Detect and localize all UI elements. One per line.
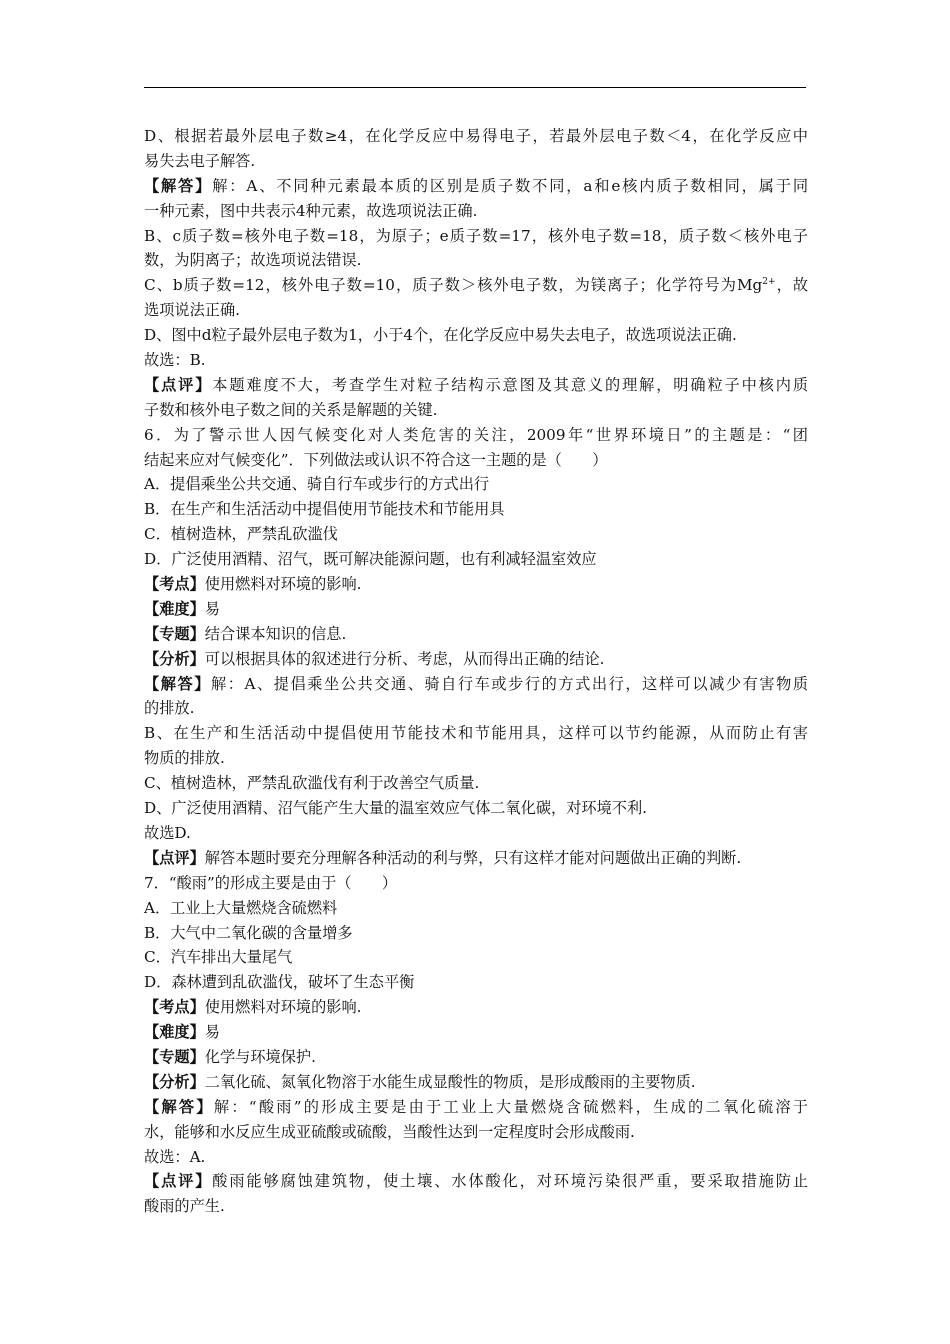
q7-stem: 7．“酸雨”的形成主要是由于（ ） — [144, 873, 398, 892]
q6-jieda-text: 解：A、提倡乘坐公共交通、骑自行车或步行的方式出行，这样可以减少有害物质 — [210, 674, 809, 693]
answer-b-line1: B、c质子数=核外电子数=18，为原子；e质子数=17，核外电子数=18，质子数＜核外电子 — [144, 226, 808, 245]
q7-fenxi-text: 二氧化硫、氮氧化物溶于水能生成显酸性的物质，是形成酸雨的主要物质. — [204, 1072, 696, 1091]
header-rule — [144, 87, 806, 88]
q7-choice: 故选：A. — [144, 1147, 206, 1166]
q6-kaodian — [144, 572, 808, 597]
answer-text: 解：A、不同种元素最本质的区别是质子数不同，a和e核内质子数相同，属于同 — [212, 176, 809, 195]
q7-option-a: A．工业上大量燃烧含硫燃料 — [144, 898, 338, 917]
answer-b-line2: 数，为阴离子；故选项说法错误. — [144, 251, 362, 270]
q7-jieda-text: 解：“酸雨”的形成主要是由于工业上大量燃烧含硫燃料，生成的二氧化硫溶于 — [213, 1097, 808, 1116]
q7-dianping-text: 酸雨能够腐蚀建筑物，使土壤、水体酸化，对环境污染很严重，要采取措施防止 — [212, 1172, 809, 1191]
document-body — [144, 124, 808, 1219]
q6-option-d: D．广泛使用酒精、沼气，既可解决能源问题，也有利减轻温室效应 — [144, 550, 597, 569]
q7-nandu-tag: 【难度】 — [144, 1023, 205, 1042]
comment-line1 — [144, 373, 808, 398]
q6-nandu-tag: 【难度】 — [144, 599, 205, 618]
q6-jieda-line2: 的排放. — [144, 699, 195, 718]
q7-fenxi-tag: 【分析】 — [144, 1072, 205, 1091]
q6-fenxi-text: 可以根据具体的叙述进行分析、考虑，从而得出正确的结论. — [204, 649, 605, 668]
q6-kaodian-text: 使用燃料对环境的影响. — [204, 575, 362, 594]
q6-dianping-tag: 【点评】 — [144, 848, 205, 867]
q6-fenxi — [144, 647, 808, 672]
q6-zhuanti-tag: 【专题】 — [144, 624, 205, 643]
q7-option-b: B．大气中二氧化碳的含量增多 — [144, 923, 353, 942]
q6-dianping — [144, 846, 808, 871]
q6-option-a: A．提倡乘坐公共交通、骑自行车或步行的方式出行 — [144, 475, 490, 494]
q7-nandu — [144, 1020, 808, 1045]
answer-choice: 故选：B. — [144, 351, 206, 370]
q7-zhuanti-text: 化学与环境保护. — [204, 1047, 316, 1066]
answer-tag: 【解答】 — [144, 176, 213, 195]
comment-text: 本题难度不大，考查学生对粒子结构示意图及其意义的理解，明确粒子中核内质 — [212, 375, 809, 394]
q7-jieda-line1 — [144, 1095, 808, 1120]
q6-stem-line1: 6．为了警示世人因气候变化对人类危害的关注，2009年“世界环境日”的主题是：“团 — [144, 425, 808, 444]
answer-c-text: C、b质子数=12，核外电子数=10，质子数＞核外电子数，为镁离子；化学符号为Mg — [144, 276, 763, 295]
q7-zhuanti — [144, 1045, 808, 1070]
q7-kaodian-text: 使用燃料对环境的影响. — [204, 998, 362, 1017]
q6-choice: 故选D. — [144, 823, 191, 842]
q6-jieda-line1 — [144, 672, 808, 697]
q7-dianping-line2: 酸雨的产生. — [144, 1197, 225, 1216]
q7-dianping-tag: 【点评】 — [144, 1172, 213, 1191]
answer-line1 — [144, 174, 808, 199]
q6-jieda-b-line2: 物质的排放. — [144, 749, 225, 768]
q6-stem-line2: 结起来应对气候变化”．下列做法或认识不符合这一主题的是（ ） — [144, 450, 608, 469]
q6-fenxi-tag: 【分析】 — [144, 649, 205, 668]
q7-jieda-line2: 水，能够和水反应生成亚硫酸或硫酸，当酸性达到一定程度时会形成酸雨. — [144, 1122, 635, 1141]
q6-dianping-text: 解答本题时要充分理解各种活动的利与弊，只有这样才能对问题做出正确的判断. — [204, 848, 742, 867]
answer-c-line1 — [144, 273, 808, 298]
q6-zhuanti-text: 结合课本知识的信息. — [204, 624, 347, 643]
answer-c-tail: ，故 — [775, 276, 809, 295]
q7-kaodian — [144, 995, 808, 1020]
comment-line2: 子数和核外电子数之间的关系是解题的关键. — [144, 400, 438, 419]
answer-c-line2: 选项说法正确. — [144, 301, 240, 320]
q6-jieda-c: C、植树造林，严禁乱砍滥伐有利于改善空气质量. — [144, 774, 480, 793]
q6-jieda-b-line1: B、在生产和生活活动中提倡使用节能技术和节能用具，这样可以节约能源，从而防止有害 — [144, 724, 808, 743]
answer-d: D、图中d粒子最外层电子数为1，小于4个，在化学反应中易失去电子，故选项说法正确. — [144, 326, 737, 345]
q6-nandu — [144, 597, 808, 622]
q6-kaodian-tag: 【考点】 — [144, 575, 205, 594]
q7-option-d: D．森林遭到乱砍滥伐，破坏了生态平衡 — [144, 973, 415, 992]
q7-fenxi — [144, 1070, 808, 1095]
q7-nandu-text: 易 — [204, 1023, 220, 1042]
answer-line2: 一种元素，图中共表示4种元素，故选项说法正确. — [144, 201, 478, 220]
comment-tag: 【点评】 — [144, 375, 213, 394]
q7-jieda-tag: 【解答】 — [144, 1097, 214, 1116]
q6-jieda-tag: 【解答】 — [144, 674, 211, 693]
analysis-d-line1: D、根据若最外层电子数≥4，在化学反应中易得电子，若最外层电子数＜4，在化学反应中 — [144, 127, 808, 145]
q6-nandu-text: 易 — [204, 599, 220, 618]
q7-option-c: C．汽车排出大量尾气 — [144, 948, 293, 967]
q7-dianping-line1 — [144, 1169, 808, 1194]
analysis-d-line2: 易失去电子解答. — [144, 151, 256, 170]
q6-option-c: C．植树造林，严禁乱砍滥伐 — [144, 525, 338, 544]
q7-zhuanti-tag: 【专题】 — [144, 1047, 205, 1066]
q6-jieda-d: D、广泛使用酒精、沼气能产生大量的温室效应气体二氧化碳，对环境不利. — [144, 799, 648, 818]
q6-zhuanti — [144, 622, 808, 647]
q6-option-b: B．在生产和生活活动中提倡使用节能技术和节能用具 — [144, 500, 505, 519]
charge-superscript: 2+ — [762, 277, 776, 288]
q7-kaodian-tag: 【考点】 — [144, 998, 205, 1017]
